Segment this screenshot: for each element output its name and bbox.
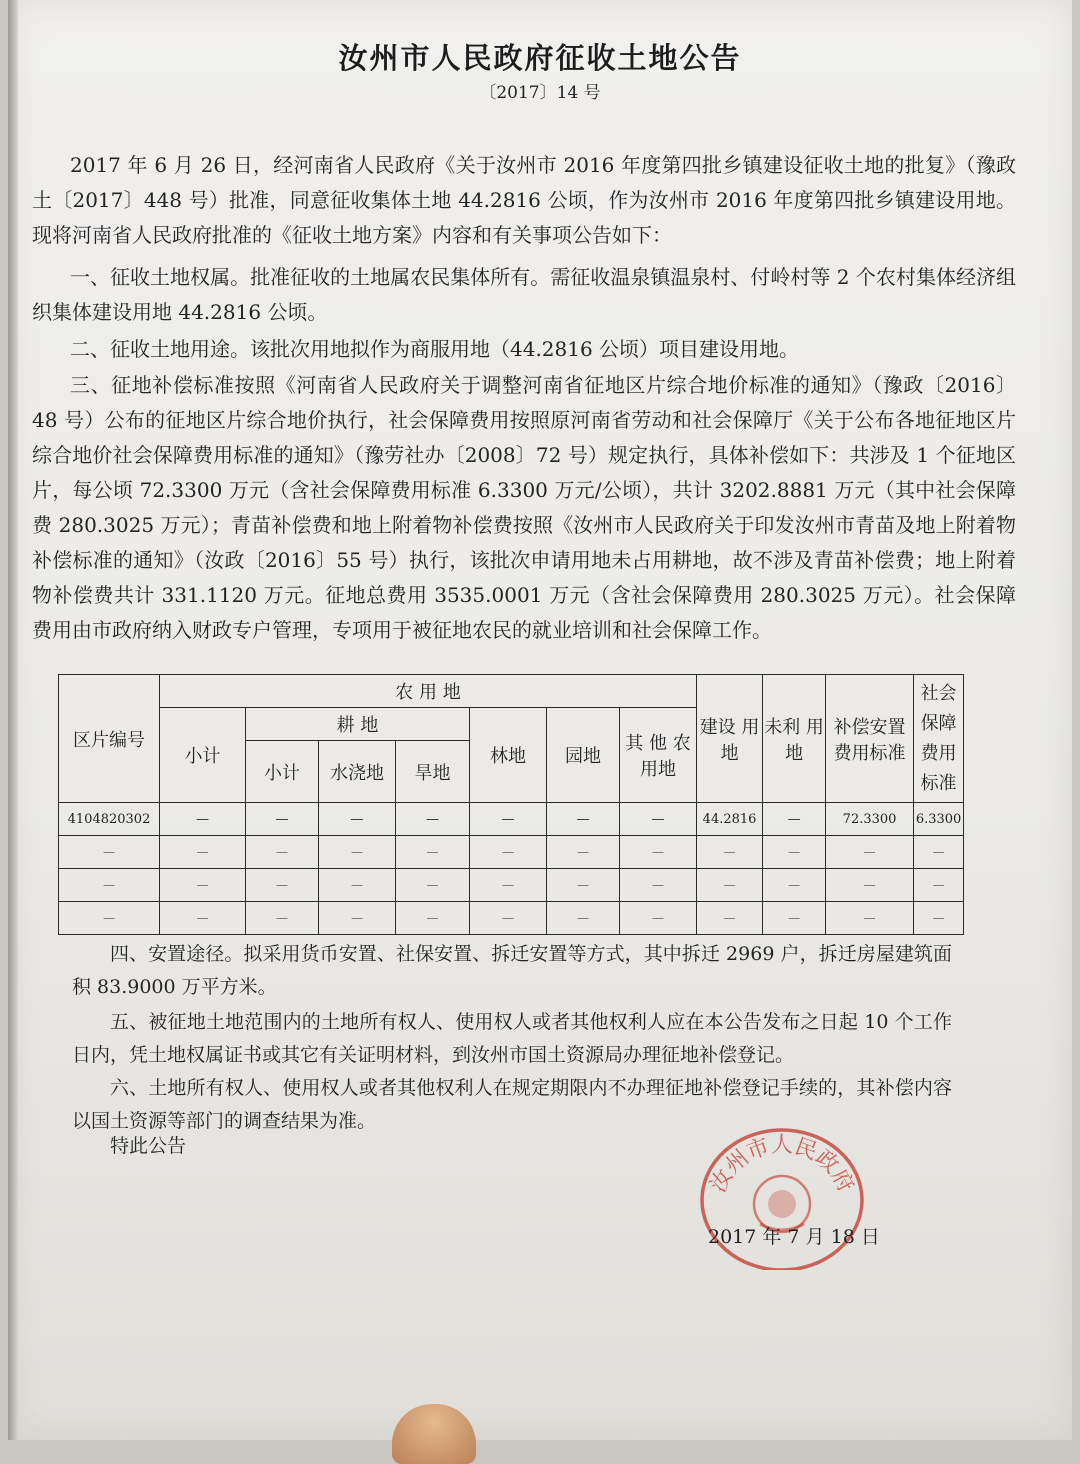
compensation-table <box>58 674 964 935</box>
seal-text: 汝州市人民政府 <box>705 1132 859 1197</box>
table-cell: — <box>319 836 396 869</box>
document-number: 〔2017〕14 号 <box>479 83 601 103</box>
table-cell: 4104820302 <box>59 803 160 836</box>
table-cell: — <box>246 836 319 869</box>
header-other-farmland: 其 他 农用地 <box>620 708 697 803</box>
header-cultivated-land: 耕 地 <box>246 708 470 741</box>
table-cell: — <box>396 803 470 836</box>
table-cell: — <box>246 869 319 902</box>
table-cell: — <box>697 902 763 935</box>
table-cell: — <box>246 902 319 935</box>
table-cell: — <box>547 836 620 869</box>
table-row <box>59 803 964 836</box>
document-sheet <box>8 0 1072 1440</box>
table-cell: — <box>826 836 914 869</box>
header-zone-number: 区片编号 <box>59 675 160 803</box>
header-irrigated: 水浇地 <box>319 741 396 803</box>
paragraph-resettlement: 四、安置途径。拟采用货币安置、社保安置、拆迁安置等方式，其中拆迁 2969 户，拆迁房屋建筑面积 83.9000 万平方米。 <box>72 943 952 998</box>
table-cell: — <box>620 902 697 935</box>
table-cell: — <box>620 869 697 902</box>
issue-date: 2017 年 7 月 18 日 <box>708 1226 880 1248</box>
paragraph-registration: 五、被征地土地范围内的土地所有权人、使用权人或者其他权利人应在本公告发布之日起 10 个工作日内，凭土地权属证书或其它有关证明材料，到汝州市国土资源局办理征地补偿登记。 <box>72 1011 952 1066</box>
table-cell: — <box>59 869 160 902</box>
table-cell: — <box>826 902 914 935</box>
table-cell: — <box>547 902 620 935</box>
table-cell: — <box>620 836 697 869</box>
table-cell: — <box>470 803 547 836</box>
table-cell: — <box>470 836 547 869</box>
table-cell: — <box>914 836 964 869</box>
header-dryland: 旱地 <box>396 741 470 803</box>
table-cell: 72.3300 <box>826 803 914 836</box>
header-compensation-standard: 补偿安置 费用标准 <box>826 675 914 803</box>
header-social-security-standard: 社会 保障 费用 标准 <box>914 675 964 803</box>
table-cell: 44.2816 <box>697 803 763 836</box>
table-cell: — <box>160 869 246 902</box>
table-cell: — <box>160 803 246 836</box>
table-cell: — <box>160 836 246 869</box>
table-cell: — <box>826 869 914 902</box>
paragraph-deadline: 六、土地所有权人、使用权人或者其他权利人在规定期限内不办理征地补偿登记手续的，其补偿内容以国土资源等部门的调查结果为准。 <box>72 1077 952 1132</box>
table-cell: 6.3300 <box>914 803 964 836</box>
table-cell: — <box>470 902 547 935</box>
table-cell: — <box>470 869 547 902</box>
document-title: 汝州市人民政府征收土地公告 <box>338 41 742 75</box>
table-row <box>59 836 964 869</box>
table-cell: — <box>319 803 396 836</box>
paragraph-ownership: 一、征收土地权属。批准征收的土地属农民集体所有。需征收温泉镇温泉村、付岭村等 2 个农村集体经济组织集体建设用地 44.2816 公顷。 <box>32 265 1016 324</box>
table-cell: — <box>547 803 620 836</box>
header-farmland: 农 用 地 <box>160 675 697 708</box>
table-cell: — <box>914 869 964 902</box>
table-cell: — <box>620 803 697 836</box>
table-cell: — <box>396 902 470 935</box>
table-cell: — <box>59 902 160 935</box>
table-cell: — <box>396 836 470 869</box>
table-row <box>59 902 964 935</box>
table-cell: — <box>59 836 160 869</box>
table-cell: — <box>160 902 246 935</box>
table-cell: — <box>763 803 826 836</box>
table-cell: — <box>547 869 620 902</box>
table-cell: — <box>763 902 826 935</box>
paragraph-intro: 2017 年 6 月 26 日，经河南省人民政府《关于汝州市 2016 年度第四批乡镇建设征收土地的批复》（豫政土〔2017〕448 号）批准，同意征收集体土地 44.2816 公顷，作为汝州市 2016 年度第四批乡镇建设用地。现将河南省人民政府批准的《征收土地方案》内容和有关事项公告如下： <box>32 153 1016 247</box>
table-cell: — <box>396 869 470 902</box>
table-cell: — <box>763 869 826 902</box>
table-cell: — <box>246 803 319 836</box>
svg-text:汝州市人民政府 <box>706 1133 859 1197</box>
table-cell: — <box>319 902 396 935</box>
paragraph-land-use: 二、征收土地用途。该批次用地拟作为商服用地（44.2816 公顷）项目建设用地。 <box>70 337 800 361</box>
table-cell: — <box>319 869 396 902</box>
paragraph-closing: 特此公告 <box>110 1135 187 1157</box>
header-cultivated-subtotal: 小计 <box>246 741 319 803</box>
table-cell: — <box>697 836 763 869</box>
header-garden: 园地 <box>547 708 620 803</box>
header-forest: 林地 <box>470 708 547 803</box>
header-unused-land: 未利 用地 <box>763 675 826 803</box>
paragraph-compensation: 三、征地补偿标准按照《河南省人民政府关于调整河南省征地区片综合地价标准的通知》（豫政〔2016〕48 号）公布的征地区片综合地价执行，社会保障费用按照原河南省劳动和社会保障厅《关于公布各地征地区片综合地价社会保障费用标准的通知》（豫劳社办〔2008〕72 号）规定执行，具体补偿如下：共涉及 1 个征地区片，每公顷 72.3300 万元（含社会保障费用标准 6.3300 万元/公顷），共计 3202.8881 万元（其中社会保障费 280.3025 万元）；青苗补偿费和地上附着物补偿费按照《汝州市人民政府关于印发汝州市青苗及地上附着物补偿标准的通知》（汝政〔2016〕55 号）执行，该批次申请用地未占用耕地，故不涉及青苗补偿费；地上附着物补偿费共计 331.1120 万元。征地总费用 3535.0001 万元（含社会保障费用 280.3025 万元）。社会保障费用由市政府纳入财政专户管理，专项用于被征地农民的就业培训和社会保障工作。 <box>32 373 1016 642</box>
page-edge-shadow <box>8 0 18 1440</box>
header-construction-land: 建设 用地 <box>697 675 763 803</box>
table-row <box>59 869 964 902</box>
table-cell: — <box>697 869 763 902</box>
table-cell: — <box>763 836 826 869</box>
header-subtotal: 小计 <box>160 708 246 803</box>
table-cell: — <box>914 902 964 935</box>
